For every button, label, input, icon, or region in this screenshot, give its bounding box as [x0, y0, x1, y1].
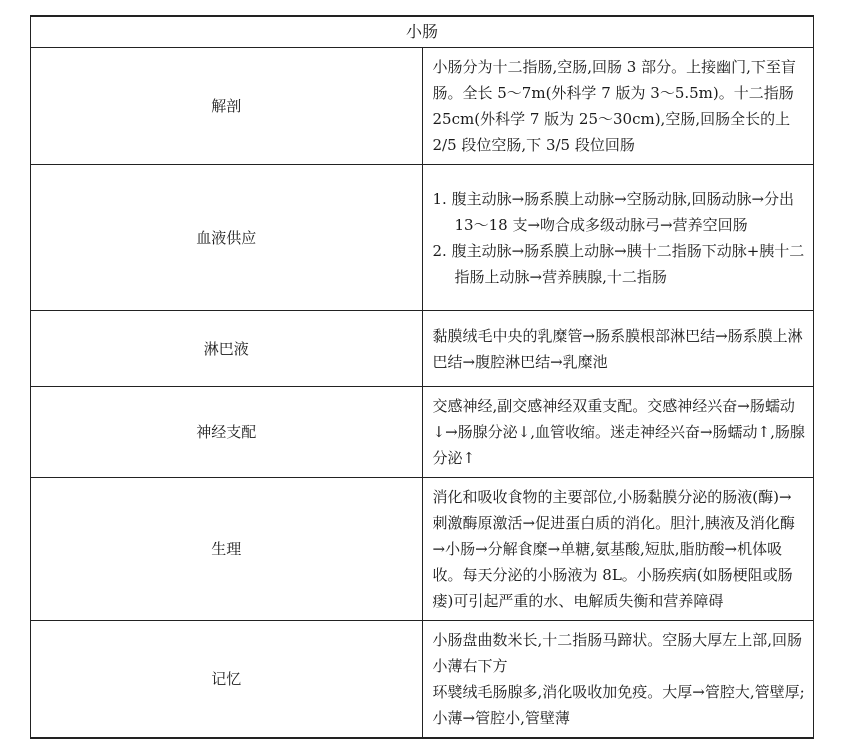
row-content-anatomy: [422, 48, 814, 165]
table-row-anatomy: [31, 48, 814, 165]
table-row-lymph: [31, 311, 814, 387]
anatomy-text: 小肠分为十二指肠,空肠,回肠 3 部分。上接幽门,下至盲肠。全长 5～7m(外科学 7 版为 3～5.5m)。十二指肠 25cm(外科学 7 版为 25～30cm),空肠,回肠全长的上 2/5 段位空肠,下 3/5 段位回肠: [432, 58, 796, 154]
table-title-row: [31, 16, 814, 48]
blood-supply-item-1: 1. 腹主动脉→肠系膜上动脉→空肠动脉,回肠动脉→分出 13～18 支→吻合成多级动脉弓→营养空回肠: [432, 189, 795, 234]
physiology-text: 消化和吸收食物的主要部位,小肠黏膜分泌的肠液(酶)→刺激酶原激活→促进蛋白质的消化。胆汁,胰液及消化酶→小肠→分解食糜→单糖,氨基酸,短肽,脂肪酸→机体吸收。每天分泌的小肠液为 8L。小肠疾病(如肠梗阻或肠瘘)可引起严重的水、电解质失衡和营养障碍: [432, 488, 795, 610]
row-content-nerve: [422, 387, 814, 478]
memory-line-1: 小肠盘曲数米长,十二指肠马蹄状。空肠大厚左上部,回肠小薄右下方: [432, 631, 803, 675]
table-row-physiology: [31, 478, 814, 621]
row-content-physiology: [422, 478, 814, 621]
nerve-text: 交感神经,副交感神经双重支配。交感神经兴奋→肠蠕动↓→肠腺分泌↓,血管收缩。迷走神经兴奋→肠蠕动↑,肠腺分泌↑: [432, 397, 805, 467]
lymph-text: 黏膜绒毛中央的乳糜管→肠系膜根部淋巴结→肠系膜上淋巴结→腹腔淋巴结→乳糜池: [432, 326, 803, 371]
table-row-blood-supply: [31, 165, 814, 311]
row-label-nerve: 神经支配: [31, 387, 423, 478]
small-intestine-table-container: [30, 15, 814, 739]
table-row-memory: [31, 621, 814, 739]
row-content-blood-supply: [422, 165, 814, 311]
table-row-nerve: [31, 387, 814, 478]
row-label-memory: 记忆: [31, 621, 423, 739]
row-content-lymph: [422, 311, 814, 387]
row-label-physiology: 生理: [31, 478, 423, 621]
row-label-anatomy: 解剖: [31, 48, 423, 165]
memory-line-2: 环襞绒毛肠腺多,消化吸收加免疫。大厚→管腔大,管壁厚;小薄→管腔小,管壁薄: [432, 683, 805, 727]
row-label-lymph: 淋巴液: [31, 311, 423, 387]
table-title: 小肠: [31, 16, 814, 48]
row-label-blood-supply: 血液供应: [31, 165, 423, 311]
small-intestine-table: [30, 15, 814, 739]
blood-supply-item-2: 2. 腹主动脉→肠系膜上动脉→胰十二指肠下动脉+胰十二指肠上动脉→营养胰腺,十二指肠: [432, 241, 805, 286]
row-content-memory: [422, 621, 814, 739]
